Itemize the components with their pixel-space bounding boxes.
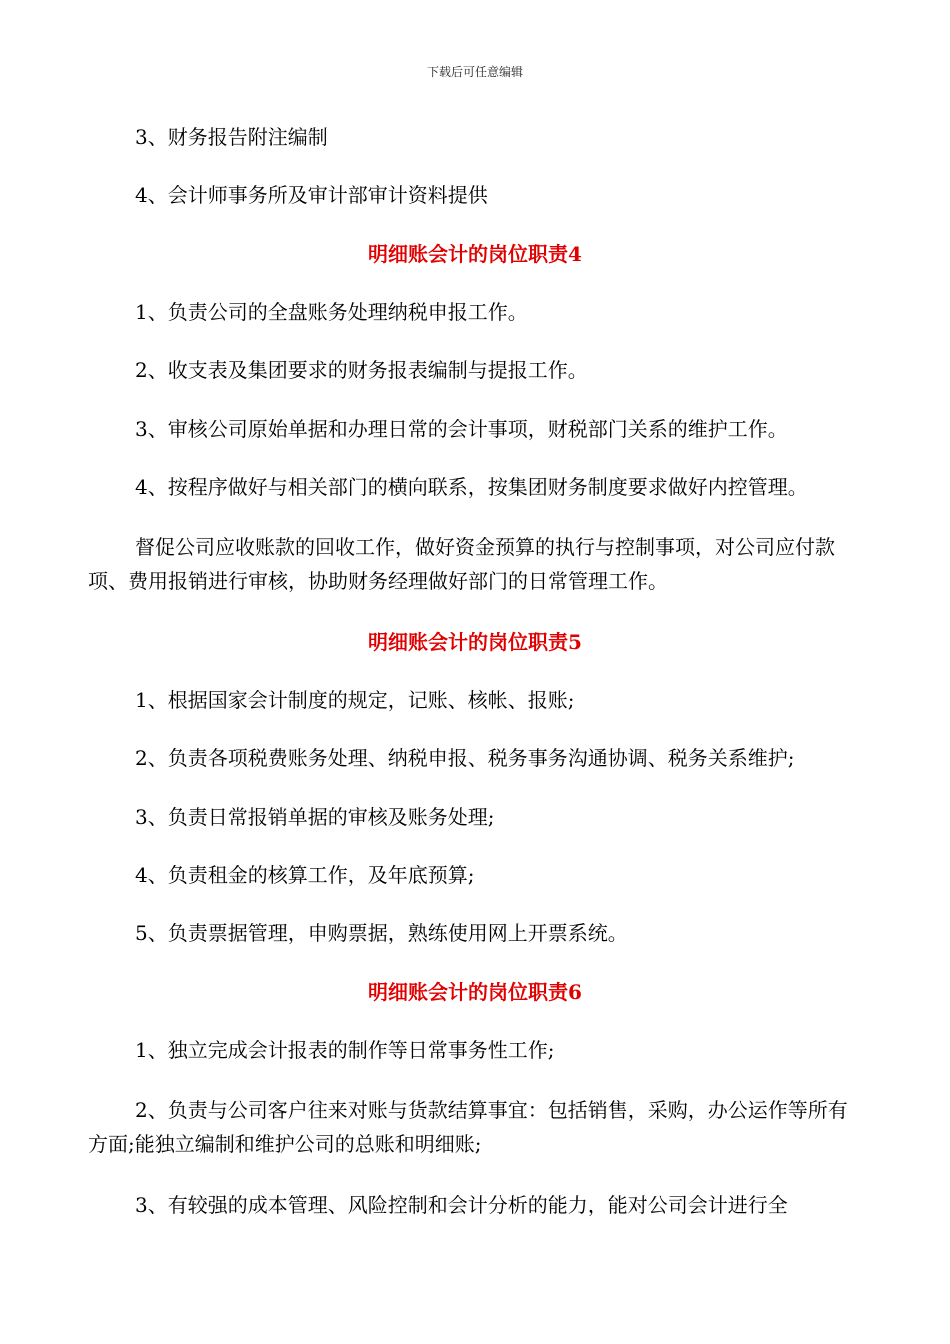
paragraph: 1、负责公司的全盘账务处理纳税申报工作。: [135, 300, 528, 324]
paragraph: 3、负责日常报销单据的审核及账务处理;: [135, 805, 495, 829]
paragraph: 2、负责各项税费账务处理、纳税申报、税务事务沟通协调、税务关系维护;: [135, 746, 795, 770]
paragraph: 3、有较强的成本管理、风险控制和会计分析的能力，能对公司会计进行全: [135, 1193, 788, 1217]
paragraph: 4、按程序做好与相关部门的横向联系，按集团财务制度要求做好内控管理。: [135, 475, 808, 499]
page-header: 下载后可任意编辑: [426, 65, 523, 79]
paragraph: 3、审核公司原始单据和办理日常的会计事项，财税部门关系的维护工作。: [135, 417, 788, 441]
paragraph: 5、负责票据管理，申购票据，熟练使用网上开票系统。: [135, 921, 628, 945]
paragraph: 4、负责租金的核算工作，及年底预算;: [135, 863, 475, 887]
paragraph: 2、负责与公司客户往来对账与货款结算事宜：包括销售，采购，办公运作等所有方面;能独立编制和维护公司的总账和明细账;: [88, 1098, 848, 1156]
section-heading: 明细账会计的岗位职责4: [368, 242, 582, 266]
paragraph: 2、收支表及集团要求的财务报表编制与提报工作。: [135, 358, 588, 382]
paragraph: 4、会计师事务所及审计部审计资料提供: [135, 183, 488, 207]
section-heading: 明细账会计的岗位职责6: [368, 980, 582, 1004]
paragraph: 1、根据国家会计制度的规定，记账、核帐、报账;: [135, 688, 575, 712]
paragraph: 督促公司应收账款的回收工作，做好资金预算的执行与控制事项，对公司应付款项、费用报销进行审核，协助财务经理做好部门的日常管理工作。: [88, 535, 835, 593]
paragraph: 3、财务报告附注编制: [135, 125, 328, 149]
paragraph: 1、独立完成会计报表的制作等日常事务性工作;: [135, 1038, 555, 1062]
section-heading: 明细账会计的岗位职责5: [368, 630, 582, 654]
